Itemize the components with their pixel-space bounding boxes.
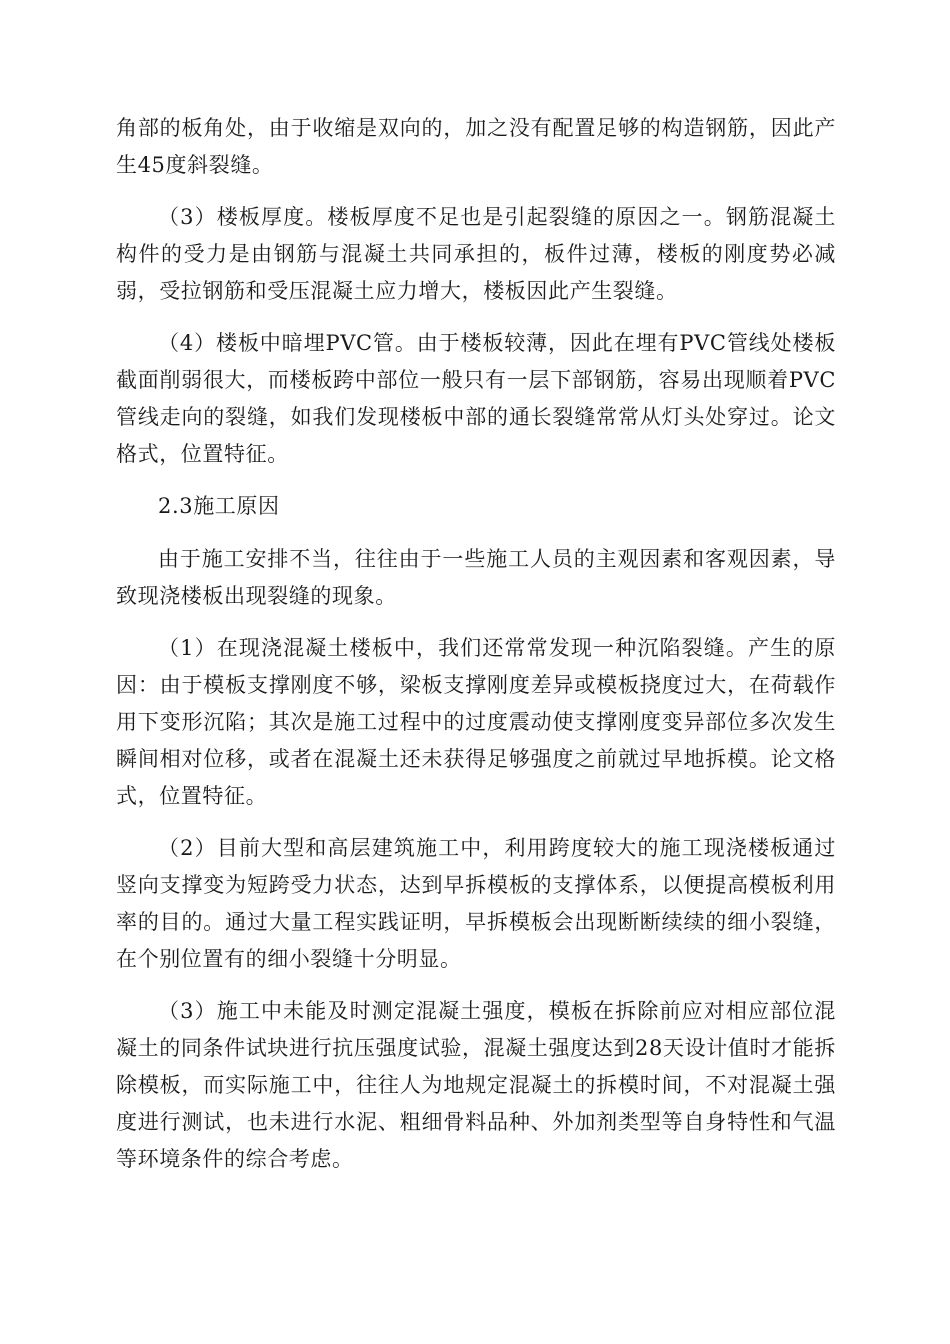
paragraph-concrete-strength: （3）施工中未能及时测定混凝土强度，模板在拆除前应对相应部位混凝土的同条件试块进行抗压强度试验，混凝土强度达到28天设计值时才能拆除模板，而实际施工中，往往人为地规定混凝土的拆模时间，不对混凝土强度进行测试，也未进行水泥、粗细骨料品种、外加剂类型等自身特性和气温等环境条件的综合考虑。 <box>116 999 836 1171</box>
paragraph-pvc-pipes: （4）楼板中暗埋PVC管。由于楼板较薄，因此在埋有PVC管线处楼板截面削弱很大，而楼板跨中部位一般只有一层下部钢筋，容易出现顺着PVC管线走向的裂缝，如我们发现楼板中部的通长裂缝常常从灯头处穿过。论文格式，位置特征。 <box>116 331 836 466</box>
paragraph-continuation: 角部的板角处，由于收缩是双向的，加之没有配置足够的构造钢筋，因此产生45度斜裂缝。 <box>116 116 836 177</box>
paragraph-settlement-cracks: （1）在现浇混凝土楼板中，我们还常常发现一种沉陷裂缝。产生的原因：由于模板支撑刚度不够，梁板支撑刚度差异或模板挠度过大，在荷载作用下变形沉陷；其次是施工过程中的过度震动使支撑刚度变异部位多次发生瞬间相对位移，或者在混凝土还未获得足够强度之前就过早地拆模。论文格式，位置特征。 <box>116 636 836 808</box>
paragraph-early-formwork-removal: （2）目前大型和高层建筑施工中，利用跨度较大的施工现浇楼板通过竖向支撑变为短跨受力状态，达到早拆模板的支撑体系，以便提高模板利用率的目的。通过大量工程实践证明，早拆模板会出现断断续续的细小裂缝，在个别位置有的细小裂缝十分明显。 <box>116 836 836 971</box>
document-body <box>116 110 836 1193</box>
paragraph-floor-thickness: （3）楼板厚度。楼板厚度不足也是引起裂缝的原因之一。钢筋混凝土构件的受力是由钢筋与混凝土共同承担的，板件过薄，楼板的刚度势必减弱，受拉钢筋和受压混凝土应力增大，楼板因此产生裂缝。 <box>116 205 836 303</box>
section-heading-construction-causes: 2.3施工原因 <box>158 494 280 518</box>
paragraph-construction-intro: 由于施工安排不当，往往由于一些施工人员的主观因素和客观因素，导致现浇楼板出现裂缝的现象。 <box>116 547 836 608</box>
